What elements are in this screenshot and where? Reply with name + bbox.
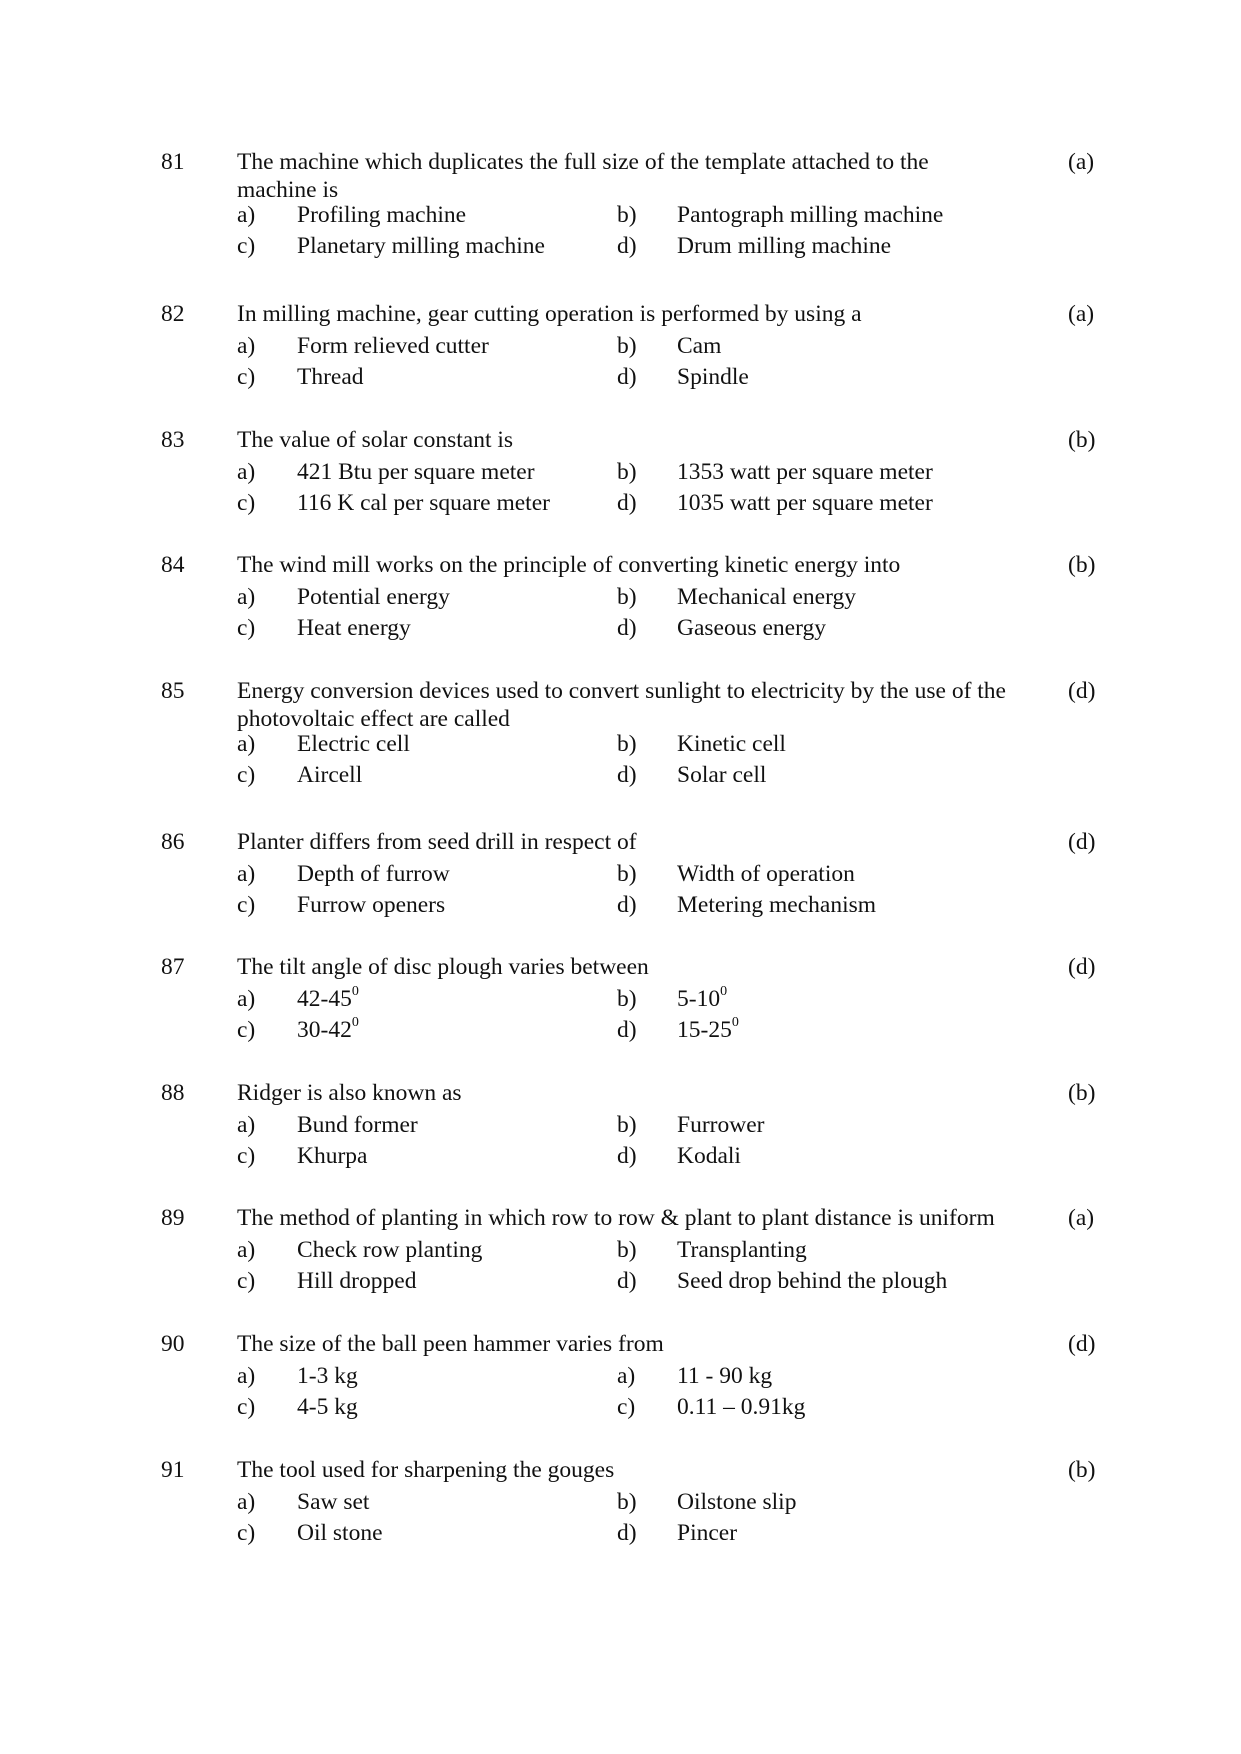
option-text: Seed drop behind the plough [677,1268,948,1294]
option-letter: b) [617,459,637,485]
option-text [677,1016,739,1044]
option-value: 5-10 [677,986,721,1012]
answer-key: (d) [1068,1331,1096,1357]
option-text: 0.11 – 0.91kg [677,1394,806,1420]
option-text: Oil stone [297,1520,383,1546]
option-text: Cam [677,333,722,359]
option-text: 1353 watt per square meter [677,459,933,485]
option-text: Aircell [297,762,363,788]
option-text: Form relieved cutter [297,333,489,359]
option-text: Drum milling machine [677,233,892,259]
option-letter: c) [237,1520,256,1546]
question-text: The tool used for sharpening the gouges [237,1457,615,1483]
option-letter: b) [617,986,637,1012]
option-text: Solar cell [677,762,767,788]
option-text: 1035 watt per square meter [677,490,933,516]
option-letter: b) [617,584,637,610]
option-letter: a) [237,1112,256,1138]
option-text: Kinetic cell [677,731,786,757]
option-letter: c) [237,490,256,516]
option-letter: c) [237,762,256,788]
option-letter: b) [617,1112,637,1138]
option-text: 11 - 90 kg [677,1363,773,1389]
degree-superscript: 0 [731,1015,739,1031]
option-letter: c) [237,364,256,390]
option-letter: a) [237,1489,256,1515]
question-number: 83 [161,427,185,453]
option-text: Gaseous energy [677,615,827,641]
answer-key: (a) [1068,1205,1095,1231]
option-text: Heat energy [297,615,411,641]
question-text: Ridger is also known as [237,1080,462,1106]
question-text: The wind mill works on the principle of converting kinetic energy into [237,552,901,578]
option-text: Furrower [677,1112,765,1138]
option-text: Planetary milling machine [297,233,545,259]
option-text: 116 K cal per square meter [297,490,550,516]
option-text: Pantograph milling machine [677,202,944,228]
option-text: 1-3 kg [297,1363,358,1389]
option-letter: b) [617,1489,637,1515]
option-text: Oilstone slip [677,1489,797,1515]
option-letter: b) [617,202,637,228]
option-text: Potential energy [297,584,450,610]
option-letter: d) [617,1268,637,1294]
question-text: The machine which duplicates the full size of the template attached to the machine is [237,149,929,203]
degree-superscript: 0 [351,1015,359,1031]
option-letter: a) [237,202,256,228]
question-number: 89 [161,1205,185,1231]
option-text: 4-5 kg [297,1394,358,1420]
option-value: 15-25 [677,1017,732,1043]
answer-key: (b) [1068,1457,1096,1483]
answer-key: (b) [1068,552,1096,578]
option-text: Transplanting [677,1237,807,1263]
question-text: In milling machine, gear cutting operation is performed by using a [237,301,862,327]
option-text [677,985,727,1013]
option-letter: c) [237,233,256,259]
option-text: Hill dropped [297,1268,417,1294]
option-letter: b) [617,861,637,887]
option-letter: d) [617,364,637,390]
option-text: Spindle [677,364,749,390]
option-text: Electric cell [297,731,410,757]
question-text: The value of solar constant is [237,427,514,453]
answer-key: (a) [1068,301,1095,327]
option-letter: b) [617,731,637,757]
question-number: 91 [161,1457,185,1483]
answer-key: (b) [1068,427,1096,453]
degree-superscript: 0 [720,984,728,1000]
option-letter: b) [617,1237,637,1263]
answer-key: (d) [1068,829,1096,855]
question-number: 86 [161,829,185,855]
option-letter: c) [237,892,256,918]
option-text: Bund former [297,1112,418,1138]
option-letter: d) [617,1143,637,1169]
option-text: Khurpa [297,1143,368,1169]
question-number: 84 [161,552,185,578]
option-value: 42-45 [297,986,352,1012]
option-letter: a) [237,333,256,359]
option-letter: d) [617,762,637,788]
option-value: 30-42 [297,1017,352,1043]
answer-key: (d) [1068,678,1096,704]
answer-key: (a) [1068,149,1095,175]
option-letter: a) [237,1237,256,1263]
option-letter: d) [617,490,637,516]
option-letter: d) [617,1017,637,1043]
option-letter: a) [237,584,256,610]
option-letter: d) [617,1520,637,1546]
option-letter: a) [237,731,256,757]
option-letter: d) [617,233,637,259]
option-letter: d) [617,615,637,641]
option-text: Depth of furrow [297,861,450,887]
option-text: Check row planting [297,1237,483,1263]
degree-superscript: 0 [351,984,359,1000]
question-text: The size of the ball peen hammer varies from [237,1331,664,1357]
question-text: Planter differs from seed drill in respect of [237,829,637,855]
option-text: Saw set [297,1489,370,1515]
question-number: 90 [161,1331,185,1357]
option-letter: c) [237,1394,256,1420]
option-letter: a) [237,1363,256,1389]
option-letter: a) [617,1363,636,1389]
option-letter: c) [617,1394,636,1420]
option-text: Width of operation [677,861,855,887]
answer-key: (d) [1068,954,1096,980]
option-text [297,1016,359,1044]
option-letter: d) [617,892,637,918]
question-text: Energy conversion devices used to convert sunlight to electricity by the use of the photovoltaic effect are called [237,678,1006,732]
option-letter: b) [617,333,637,359]
option-letter: a) [237,986,256,1012]
option-letter: a) [237,459,256,485]
question-number: 88 [161,1080,185,1106]
option-letter: c) [237,1268,256,1294]
option-text [297,985,359,1013]
option-text: Thread [297,364,364,390]
question-number: 82 [161,301,185,327]
question-number: 81 [161,149,185,175]
option-text: 421 Btu per square meter [297,459,535,485]
option-letter: c) [237,1143,256,1169]
answer-key: (b) [1068,1080,1096,1106]
option-letter: c) [237,1017,256,1043]
question-text: The method of planting in which row to row & plant to plant distance is uniform [237,1205,995,1231]
option-text: Profiling machine [297,202,467,228]
option-text: Kodali [677,1143,741,1169]
question-text: The tilt angle of disc plough varies between [237,954,649,980]
option-text: Pincer [677,1520,738,1546]
option-text: Mechanical energy [677,584,856,610]
option-letter: c) [237,615,256,641]
question-number: 85 [161,678,185,704]
question-number: 87 [161,954,185,980]
option-text: Furrow openers [297,892,446,918]
option-text: Metering mechanism [677,892,877,918]
option-letter: a) [237,861,256,887]
